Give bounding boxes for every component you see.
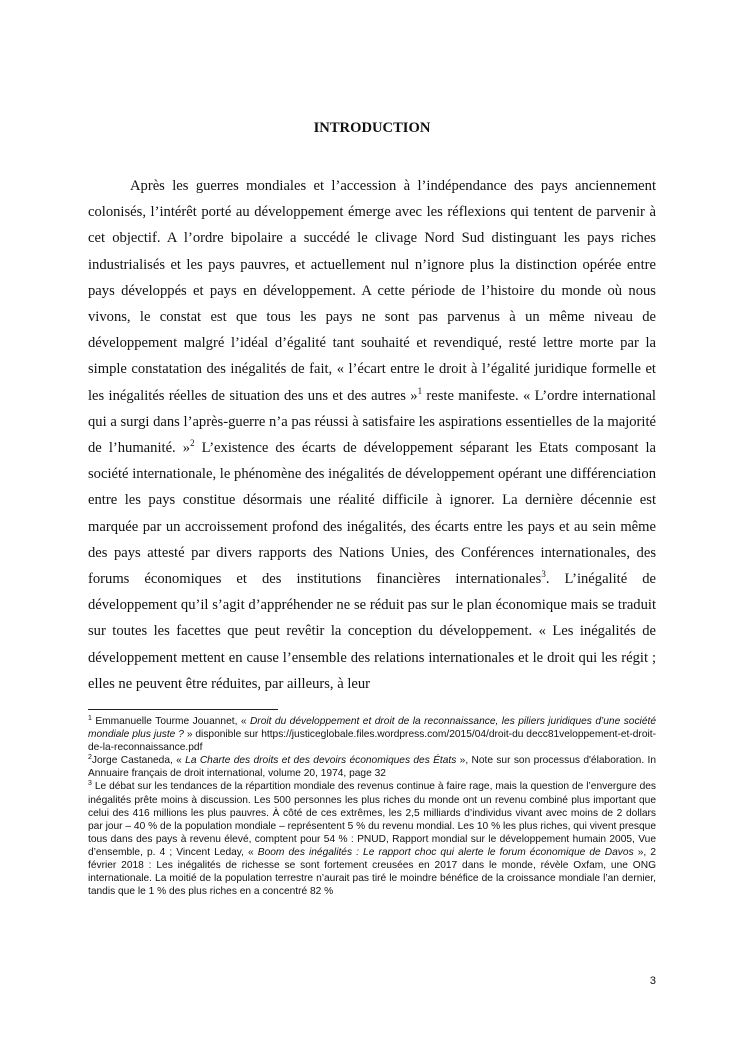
body-paragraph <box>88 173 656 697</box>
footnote-ref-1[interactable]: 1 <box>417 385 423 396</box>
body-text-part-2: reste manifeste. « L’ordre international qui a surgi dans l’après-guerre n’a pas réussi à satisfaire les aspirations essentielles de la majorité de l’humanité. » <box>88 387 656 457</box>
page-number: 3 <box>649 975 656 987</box>
footnote-1-title: Droit du développement et droit de la reconnaissance, les piliers juridiques d’une société mondiale plus juste ? <box>88 716 656 741</box>
footnote-1-number: 1 <box>88 715 92 722</box>
footnotes <box>88 715 656 898</box>
footnote-3-post: », 2 février 2018 : Les inégalités de richesse se sont fortement creusées en 2017 dans le monde, révèle Oxfam, une ONG internationale. La moitié de la population terrestre n’aurait pas tiré le moindre bénéfice de la croissance mondiale l’an dernier, tandis que le 1 % des plus riches en a concentré 82 % <box>88 846 656 898</box>
page-title: INTRODUCTION <box>313 120 431 136</box>
footnote-1-pre: Emmanuelle Tourme Jouannet, « <box>91 716 250 727</box>
footnote-2-title: La Charte des droits et des devoirs économiques des États <box>185 755 457 767</box>
body-text-part-4: . L’inégalité de développement qu’il s’agit d’appréhender ne se réduit pas sur le plan économique mais se traduit sur toutes les facettes que peut revêtir la conception du développement. « Les inégalités de développement mettent en cause l’ensemble des relations internationales et le droit qui les régit ; elles ne peuvent être réduites, par ailleurs, à leur <box>88 571 656 692</box>
footnote-2 <box>88 754 656 780</box>
footnote-ref-3[interactable]: 3 <box>541 569 546 580</box>
footnote-3 <box>88 780 656 898</box>
footnote-3-pre: Le débat sur les tendances de la répartition mondiale des revenus continue à faire rage, mais la question de l’envergure des inégalités prête moins à discussion. Les 500 personnes les plus riches du monde ont un revenu combiné plus important que celui des 416 millions les plus pauvres. À côté de ces extrêmes, les 2,5 milliards d’individus vivant avec moins de 2 dollars par jour – 40 % de la population mondiale – représentent 5 % du revenu mondial. Les 10 % les plus riches, qui vivent presque tous dans des pays à revenu élevé, comptent pour 54 % : PNUD, Rapport mondial sur le développement humain 2005, Vue d’ensemble, p. 4 ; Vincent Leday, « <box>88 781 656 858</box>
footnote-2-post: », Note sur son processus d'élaboration. In Annuaire français de droit international, volume 20, 1974, page 32 <box>88 755 656 780</box>
footnote-1-post: » disponible sur <box>183 729 262 741</box>
footnote-2-number: 2 <box>88 754 92 762</box>
body-text-part-3: L’existence des écarts de développement séparant les Etats composant la société internationale, le phénomène des inégalités de développement opérant une différenciation entre les pays constitue désormais une réalité difficile à ignorer. La dernière décennie est marquée par un accroissement profond des inégalités, des écarts entre les pays et au sein même des pays attesté par divers rapports des Nations Unies, des Conférences internationales, des forums économiques et des institutions financières internationales <box>88 440 656 588</box>
footnote-ref-2[interactable]: 2 <box>190 438 195 449</box>
footnote-separator <box>88 709 278 710</box>
footnote-3-number: 3 <box>88 780 92 788</box>
footnote-1 <box>88 715 656 754</box>
footnote-3-title: Boom des inégalités : Le rapport choc qui alerte le forum économique de Davos <box>257 846 634 858</box>
footnote-2-pre: Jorge Castaneda, « <box>91 755 186 767</box>
footnote-1-link[interactable]: https://justiceglobale.files.wordpress.com/2015/04/droit-du decc81veloppement-et-droit-de-la-reconnaissance.pdf <box>88 729 656 754</box>
body-text-part-1: Après les guerres mondiales et l’accession à l’indépendance des pays anciennement colonisés, l’intérêt porté au développement émerge avec les réflexions qui tentent de parvenir à cet objectif. A l’ordre bipolaire a succédé le clivage Nord Sud distinguant les pays riches industrialisés et les pays pauvres, et actuellement nul n’ignore plus la distinction opérée entre pays développés et pays en développement. A cette période de l’histoire du monde où nous vivons, le constat est que tous les pays ne sont pas parvenus à un même niveau de développement malgré l’idéal d’égalité tant souhaité et revendiqué, resté lettre morte par la simple constatation des inégalités de fait, « l’écart entre le droit à l’égalité juridique formelle et les inégalités réelles de situation des uns et des autres » <box>88 178 656 404</box>
